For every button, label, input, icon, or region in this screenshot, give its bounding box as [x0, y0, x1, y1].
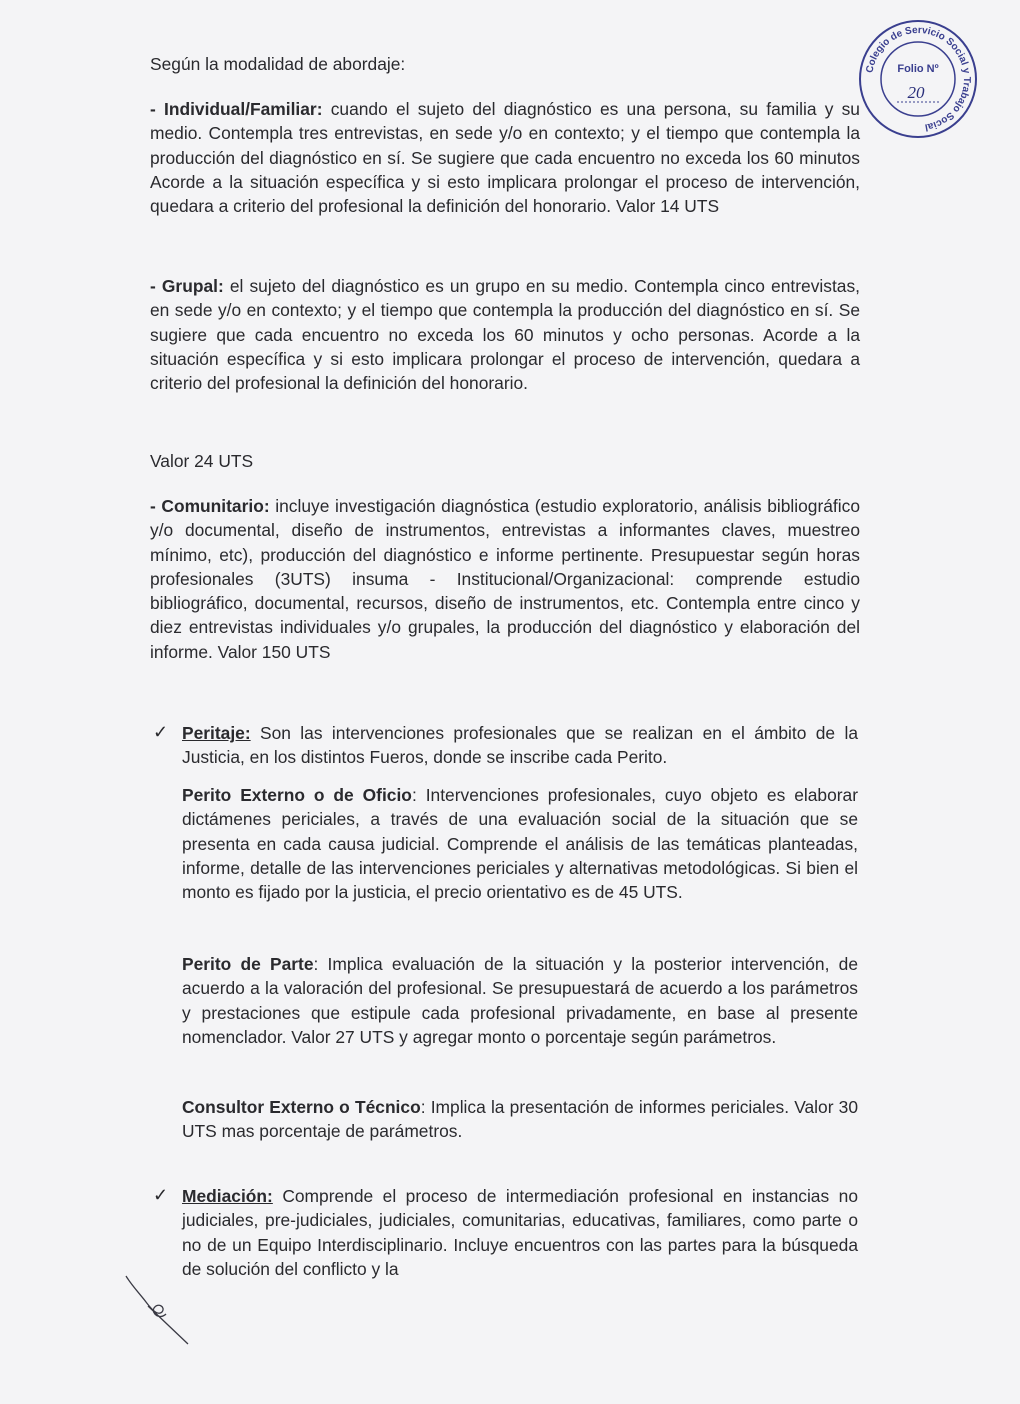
comunitario-paragraph [150, 494, 860, 664]
perito-parte-paragraph [182, 952, 858, 1049]
stamp-folio-number: 20 [907, 83, 925, 102]
grupal-paragraph [150, 274, 860, 395]
mediacion-text: Comprende el proceso de intermediación profesional en instancias no judiciales, pre-judiciales, judiciales, comunitarias, educativas, familiares, como parte o no de un Equipo Interdisciplinario. Incluye encuentros con las partes para la búsqueda de solución del conflicto y la [182, 1186, 858, 1279]
comunitario-text: incluye investigación diagnóstica (estudio exploratorio, análisis bibliográfico y/o documental, diseño de instrumentos, entrevistas a informantes claves, muestreo mínimo, etc), producción del diagnóstico e informe pertinente. Presupuestar según horas profesionales (3UTS) insuma - Institucional/Organizacional: comprende estudio bibliográfico, documental, recursos, diseño de instrumentos, etc. Contempla entre cinco y diez entrevistas individuales y/o grupales, la producción del diagnóstico y elaboración del informe. Valor 150 UTS [150, 496, 860, 662]
perito-parte-label: Perito de Parte [182, 954, 314, 974]
mediacion-label: Mediación: [182, 1186, 273, 1206]
consultor-paragraph [182, 1095, 858, 1144]
grupal-label: - Grupal: [150, 276, 224, 296]
stamp-outer-ring [860, 21, 976, 137]
perito-externo-paragraph [182, 783, 858, 904]
stamp-ring-text: Colegio de Servicio Social y Trabajo Social [864, 24, 973, 133]
consultor-label: Consultor Externo o Técnico [182, 1097, 421, 1117]
grupal-valor-text: Valor 24 UTS [150, 451, 254, 471]
mediacion-check-icon: ✓ [153, 1185, 169, 1205]
peritaje-label: Peritaje: [182, 723, 251, 743]
comunitario-label: - Comunitario: [150, 496, 270, 516]
perito-externo-text: : Intervenciones profesionales, cuyo objeto es elaborar dictámenes periciales, a través de una evaluación social de la situación que se presenta en cada causa judicial. Comprende el análisis de las temáticas planteadas, informe, detalle de las intervenciones periciales y alternativas metodológicas. Si bien el monto es fijado por la justicia, el precio orientativo es de 45 UTS. [182, 785, 858, 903]
peritaje-text: Son las intervenciones profesionales que se realizan en el ámbito de la Justicia, en los distintos Fueros, donde se inscribe cada Perito. [182, 723, 858, 768]
grupal-valor-paragraph [150, 449, 860, 473]
signature-mark [118, 1272, 198, 1352]
grupal-text: el sujeto del diagnóstico es un grupo en su medio. Contempla cinco entrevistas, en sede y/o en contexto; y el tiempo que contempla la producción del diagnóstico en sí. Se sugiere que cada encuentro no exceda los 60 minutos y ocho personas. Acorde a la situación específica y si esto implicara prolongar el proceso de intervención, quedara a criterio del profesional la definición del honorario. [150, 276, 860, 394]
stamp-inner-ring [881, 42, 955, 116]
folio-stamp [857, 18, 979, 140]
intro-paragraph [150, 52, 860, 76]
consultor-text: : Implica la presentación de informes periciales. Valor 30 UTS mas porcentaje de parámetros. [182, 1097, 859, 1142]
individual-label: - Individual/Familiar: [150, 99, 323, 119]
stamp-folio-label: Folio Nº [897, 63, 939, 75]
individual-paragraph [150, 97, 860, 218]
individual-text: cuando el sujeto del diagnóstico es una persona, su familia y su medio. Contempla tres entrevistas, en sede y/o en contexto; y el tiempo que contempla la producción del diagnóstico en sí. Se sugiere que cada encuentro no exceda los 60 minutos Acorde a la situación específica y si esto implicara prolongar el proceso de intervención, quedara a criterio del profesional la definición del honorario. Valor 14 UTS [150, 99, 860, 217]
mediacion-paragraph [182, 1184, 858, 1281]
perito-parte-text: : Implica evaluación de la situación y la posterior intervención, de acuerdo a la valoración del profesional. Se presupuestará de acuerdo a los parámetros y prestaciones que estipule cada profesional privadamente, en base al presente nomenclador. Valor 27 UTS y agregar monto o porcentaje según parámetros. [182, 954, 858, 1047]
peritaje-paragraph [182, 721, 858, 770]
intro-text: Según la modalidad de abordaje: [150, 54, 406, 74]
perito-externo-label: Perito Externo o de Oficio [182, 785, 412, 805]
peritaje-check-icon: ✓ [153, 722, 169, 742]
